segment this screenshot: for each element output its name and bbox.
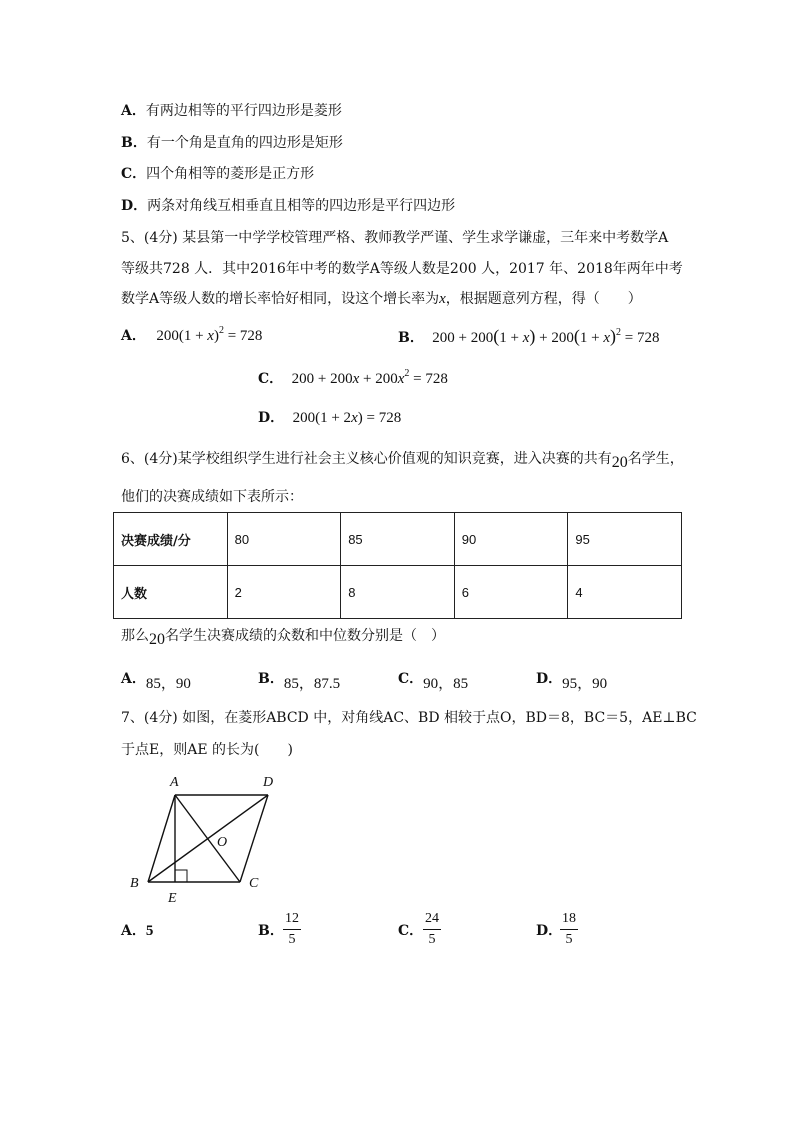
table-cell: 2 (227, 566, 341, 619)
q7-line-2: 于点E，则AE 的长为( ) (121, 742, 293, 758)
score-table (113, 512, 682, 619)
table-cell: 4 (568, 566, 682, 619)
q6-option-b: B．85，87.5 (258, 671, 341, 692)
q6-line-2: 他们的决赛成绩如下表所示： (121, 489, 303, 505)
q6-question: 那么20名学生决赛成绩的众数和中位数分别是（ ） (121, 628, 445, 648)
q7-option-c-fraction (423, 911, 441, 948)
diagonal-bd (148, 795, 268, 882)
side-ba (148, 795, 175, 882)
q5-option-d: D． 200(1 + 2x) = 728 (258, 410, 402, 426)
label-d: D (263, 775, 274, 790)
q7-option-a: A．5 (121, 923, 154, 939)
table-header-cell: 决赛成绩/分 (114, 513, 228, 566)
q6-option-a: A．85，90 (121, 671, 191, 692)
q5-option-c: C． $200 + 200x + 200x^2 = 728$ (258, 368, 448, 387)
denominator: 5 (565, 932, 573, 947)
q7-option-b-fraction (283, 911, 301, 948)
q6-option-c: C．90，85 (398, 671, 469, 692)
prev-option-a: A．有两边相等的平行四边形是菱形 (121, 103, 342, 119)
side-dc (240, 795, 268, 882)
q5-line-2: 等级共728 人．其中2016年中考的数学A等级人数是200 人，2017 年、2018年两年中考 (121, 261, 683, 277)
label-o: O (217, 835, 228, 850)
q7-option-c-letter: C． (398, 923, 424, 939)
label-b: B (130, 876, 139, 891)
numerator: 18 (562, 911, 576, 926)
table-header-cell: 人数 (114, 566, 228, 619)
label-c: C (249, 876, 259, 891)
rhombus-figure (120, 768, 290, 908)
denominator: 5 (288, 932, 296, 947)
table-cell: 80 (227, 513, 341, 566)
table-cell: 8 (341, 566, 455, 619)
table-cell: 85 (341, 513, 455, 566)
table-cell: 6 (454, 566, 568, 619)
denominator: 5 (428, 932, 436, 947)
label-e: E (168, 891, 177, 906)
q7-line-1: 7、(4分) 如图，在菱形ABCD 中，对角线AC、BD 相较于点O，BD＝8，BC＝5，AE⊥BC (121, 710, 697, 726)
right-angle-mark (175, 870, 187, 882)
q7-option-d-letter: D． (536, 923, 563, 939)
q5-option-a: A． $200(1 + x)^2 = 728$ (121, 325, 263, 344)
numerator: 24 (425, 911, 439, 926)
q5-line-3: 数学A等级人数的增长率恰好相同，设这个增长率为x，根据题意列方程，得（ ） (121, 291, 642, 307)
q5-line-1: 5、(4分) 某县第一中学学校管理严格、教师教学严谨、学生求学谦虚，三年来中考数学A (121, 230, 669, 246)
table-row (114, 566, 682, 619)
q6-line-1: 6、(4分)某学校组织学生进行社会主义核心价值观的知识竞赛，进入决赛的共有20名学生， (121, 451, 684, 471)
table-cell: 95 (568, 513, 682, 566)
label-a: A (170, 775, 179, 790)
prev-option-c: C．四个角相等的菱形是正方形 (121, 166, 315, 182)
q7-option-d-fraction (560, 911, 578, 948)
table-cell: 90 (454, 513, 568, 566)
numerator: 12 (285, 911, 299, 926)
prev-option-d: D．两条对角线互相垂直且相等的四边形是平行四边形 (121, 198, 456, 214)
q5-option-b: B． $200 + 200(1 + x) + 200(1 + x)^2 = 728$ (398, 326, 660, 346)
prev-option-b: B．有一个角是直角的四边形是矩形 (121, 135, 343, 151)
q7-option-b-letter: B． (258, 923, 284, 939)
q6-option-d: D．95，90 (536, 671, 608, 692)
table-row (114, 513, 682, 566)
